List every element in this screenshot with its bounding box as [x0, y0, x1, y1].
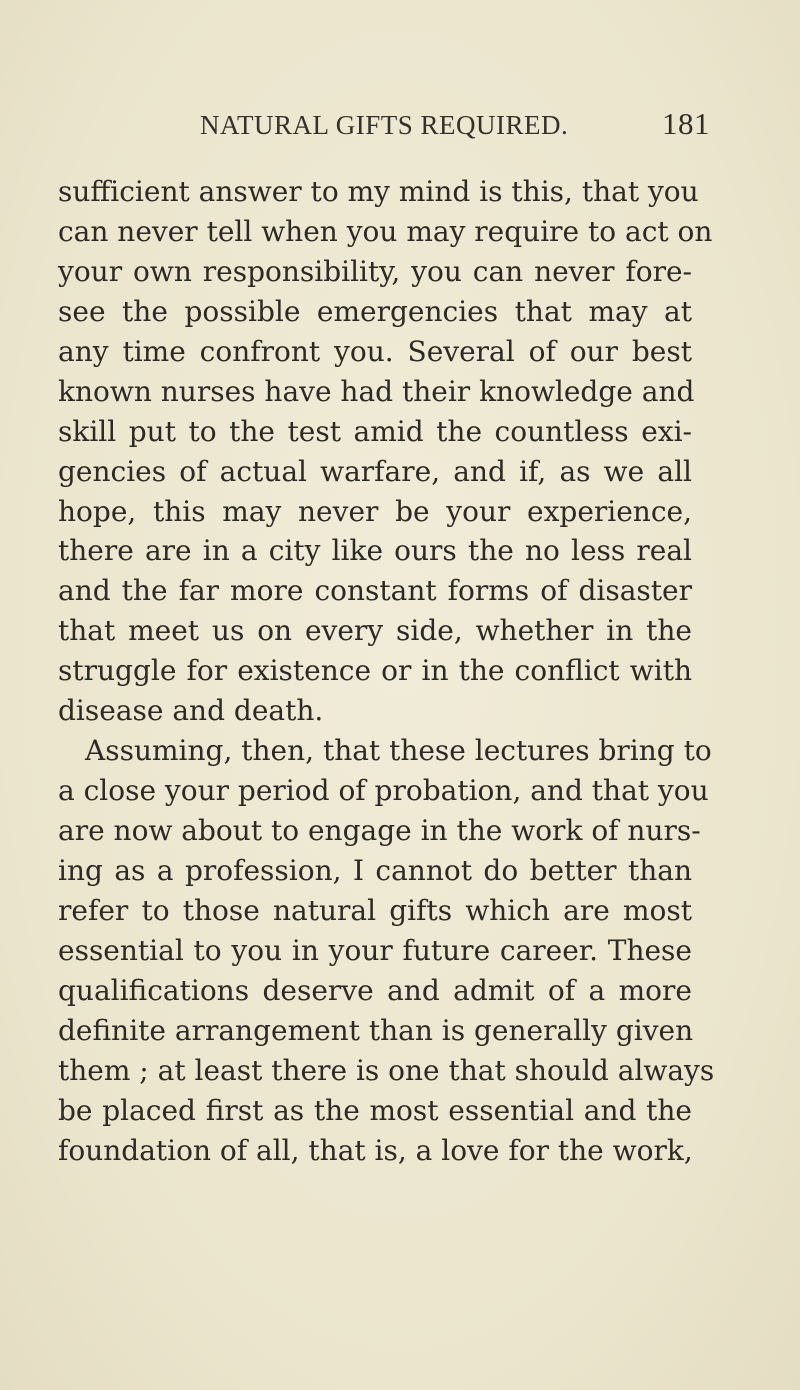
text-line: and the far more constant forms of disaster	[58, 574, 692, 608]
text-line: struggle for existence or in the conflict with	[58, 654, 692, 688]
text-line: definite arrangement than is generally given	[58, 1013, 694, 1047]
page-header	[200, 106, 710, 146]
text-line: foundation of all, that is, a love for the work,	[58, 1133, 693, 1167]
text-line: see the possible emergencies that may at	[58, 294, 692, 328]
text-line: there are in a city like ours the no less real	[58, 534, 692, 568]
text-line: can never tell when you may require to act on	[58, 214, 713, 248]
text-line: sufficient answer to my mind is this, that you	[58, 175, 699, 208]
text-line: refer to those natural gifts which are most	[58, 893, 692, 927]
text-line: your own responsibility, you can never fore-	[58, 254, 692, 288]
page-number: 181	[662, 106, 710, 141]
paragraph-start-line: Assuming, then, that these lectures bring to	[85, 734, 712, 768]
text-line: known nurses have had their knowledge and	[58, 374, 695, 408]
text-line: ing as a profession, I cannot do better than	[58, 853, 692, 887]
text-line: hope, this may never be your experience,	[58, 494, 692, 528]
text-line: essential to you in your future career. These	[58, 933, 692, 967]
text-line: qualifications deserve and admit of a more	[58, 973, 692, 1007]
text-line: are now about to engage in the work of nurs-	[58, 814, 701, 847]
text-line: them ; at least there is one that should always	[58, 1053, 715, 1087]
text-line: that meet us on every side, whether in the	[58, 614, 692, 648]
text-line: skill put to the test amid the countless exi-	[58, 414, 692, 448]
running-head: NATURAL GIFTS REQUIRED.	[200, 110, 569, 140]
text-line: be placed first as the most essential and the	[58, 1093, 692, 1127]
body-text	[58, 172, 715, 1170]
text-line: a close your period of probation, and that you	[58, 774, 709, 808]
text-line: any time confront you. Several of our best	[58, 334, 692, 368]
text-line: gencies of actual warfare, and if, as we all	[58, 454, 692, 488]
paragraph-end-line: disease and death.	[58, 694, 324, 728]
